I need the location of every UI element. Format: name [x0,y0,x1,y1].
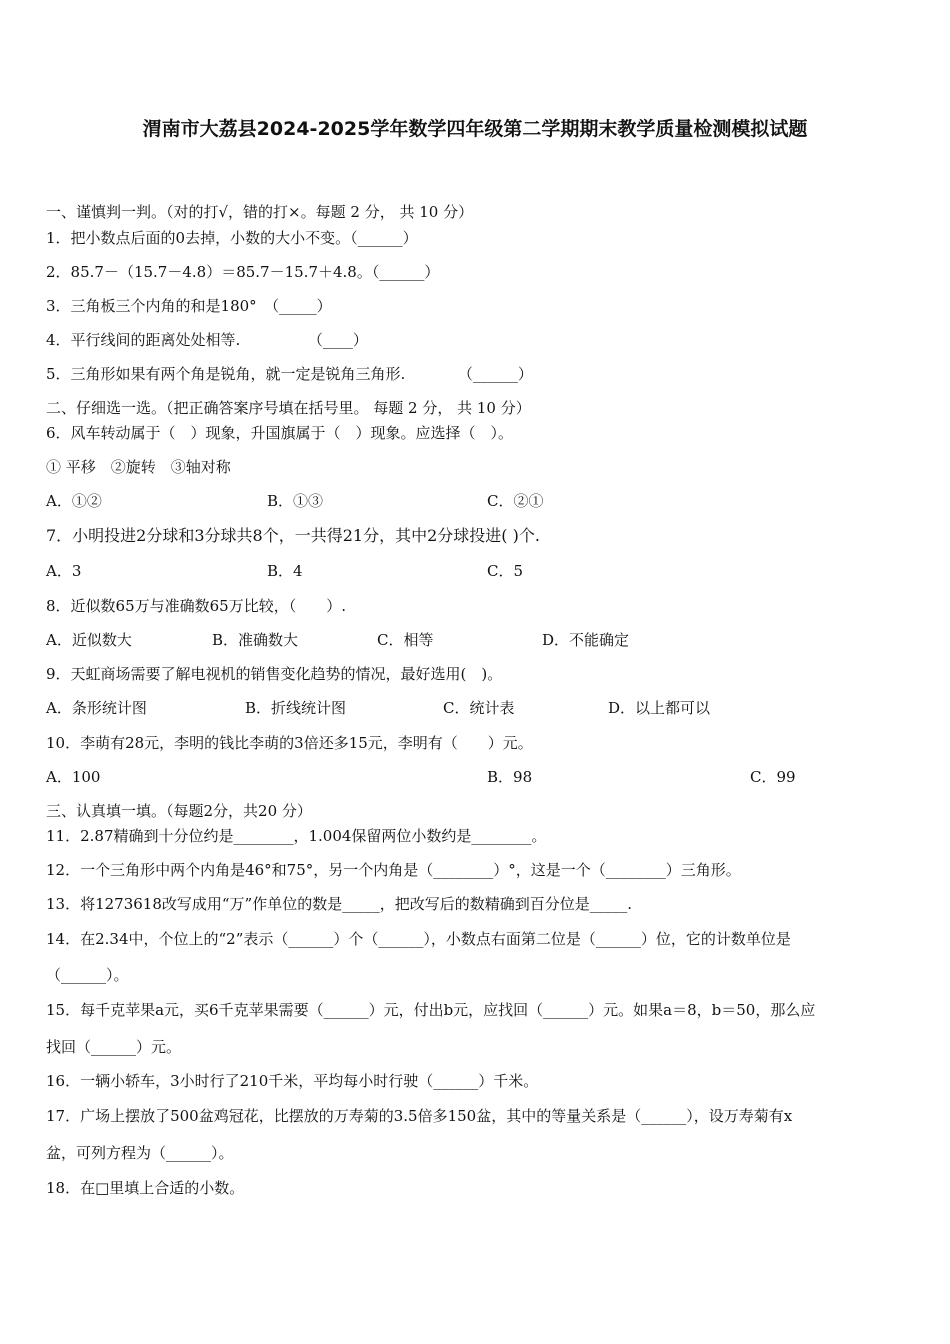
question-1: 1．把小数点后面的0去掉，小数的大小不变。（______） [46,229,418,247]
question-15-line-2: 找回（______）元。 [46,1038,182,1056]
question-14-line-1: 14．在2.34中，个位上的“2”表示（______）个（______），小数点右面第二位是（______）位，它的计数单位是 [46,930,791,948]
question-16: 16．一辆小轿车，3小时行了210千米，平均每小时行驶（______）千米。 [46,1072,539,1090]
question-8-option-c: C．相等 [377,631,434,649]
question-9-option-c: C．统计表 [443,699,515,717]
question-6: 6．风车转动属于（ ）现象，升国旗属于（ ）现象。应选择（ ）。 [46,424,514,442]
question-6-note: ① 平移 ②旋转 ③轴对称 [46,458,231,476]
question-8-option-a: A．近似数大 [46,631,132,649]
question-10: 10．李萌有28元，李明的钱比李萌的3倍还多15元，李明有（ ）元。 [46,734,533,752]
question-6-option-a: A．①② [46,492,102,510]
question-9-option-a: A．条形统计图 [46,699,147,717]
question-14-line-2: （______）。 [46,966,129,984]
section-heading-2: 二、仔细选一选。（把正确答案序号填在括号里。 每题 2 分， 共 10 分） [46,399,531,417]
question-18: 18．在□里填上合适的小数。 [46,1179,245,1197]
question-6-option-b: B．①③ [267,492,324,510]
question-5: 5．三角形如果有两个角是锐角，就一定是锐角三角形. （______） [46,365,533,383]
question-7-option-c: C．5 [487,562,524,580]
question-17-line-1: 17．广场上摆放了500盆鸡冠花，比摆放的万寿菊的3.5倍多150盆，其中的等量关系是（______），设万寿菊有x [46,1107,793,1125]
question-11: 11．2.87精确到十分位约是________，1.004保留两位小数约是________。 [46,827,547,845]
question-8-option-b: B．准确数大 [212,631,299,649]
question-9-option-b: B．折线统计图 [245,699,347,717]
page-title: 渭南市大荔县2024-2025学年数学四年级第二学期期末教学质量检测模拟试题 [142,118,808,140]
question-12: 12．一个三角形中两个内角是46°和75°，另一个内角是（________）°，这是一个（________）三角形。 [46,861,741,879]
question-13: 13．将1273618改写成用“万”作单位的数是_____，把改写后的数精确到百分位是_____. [46,895,632,913]
question-7-option-b: B．4 [267,562,303,580]
question-7: 7．小明投进2分球和3分球共8个，一共得21分，其中2分球投进( )个. [46,526,540,545]
question-8: 8．近似数65万与准确数65万比较，（ ）. [46,597,346,615]
question-9-option-d: D．以上都可以 [608,699,711,717]
question-7-option-a: A．3 [46,562,82,580]
section-heading-1: 一、谨慎判一判。（对的打√，错的打×。每题 2 分， 共 10 分） [46,203,474,221]
question-6-option-c: C．②① [487,492,544,510]
question-9: 9．天虹商场需要了解电视机的销售变化趋势的情况，最好选用( )。 [46,665,503,683]
question-4: 4．平行线间的距离处处相等. （____） [46,331,368,349]
question-15-line-1: 15．每千克苹果a元，买6千克苹果需要（______）元，付出b元，应找回（______）元。如果a＝8，b＝50，那么应 [46,1001,816,1019]
question-3: 3．三角板三个内角的和是180° （_____） [46,297,332,315]
section-heading-3: 三、认真填一填。（每题2分，共20 分） [46,802,312,820]
question-2: 2．85.7－（15.7－4.8）＝85.7－15.7＋4.8。（______） [46,263,440,281]
question-17-line-2: 盆，可列方程为（______）。 [46,1144,234,1162]
question-10-option-b: B．98 [487,768,533,786]
question-10-option-a: A．100 [46,768,101,786]
question-10-option-c: C．99 [750,768,796,786]
question-8-option-d: D．不能确定 [542,631,630,649]
